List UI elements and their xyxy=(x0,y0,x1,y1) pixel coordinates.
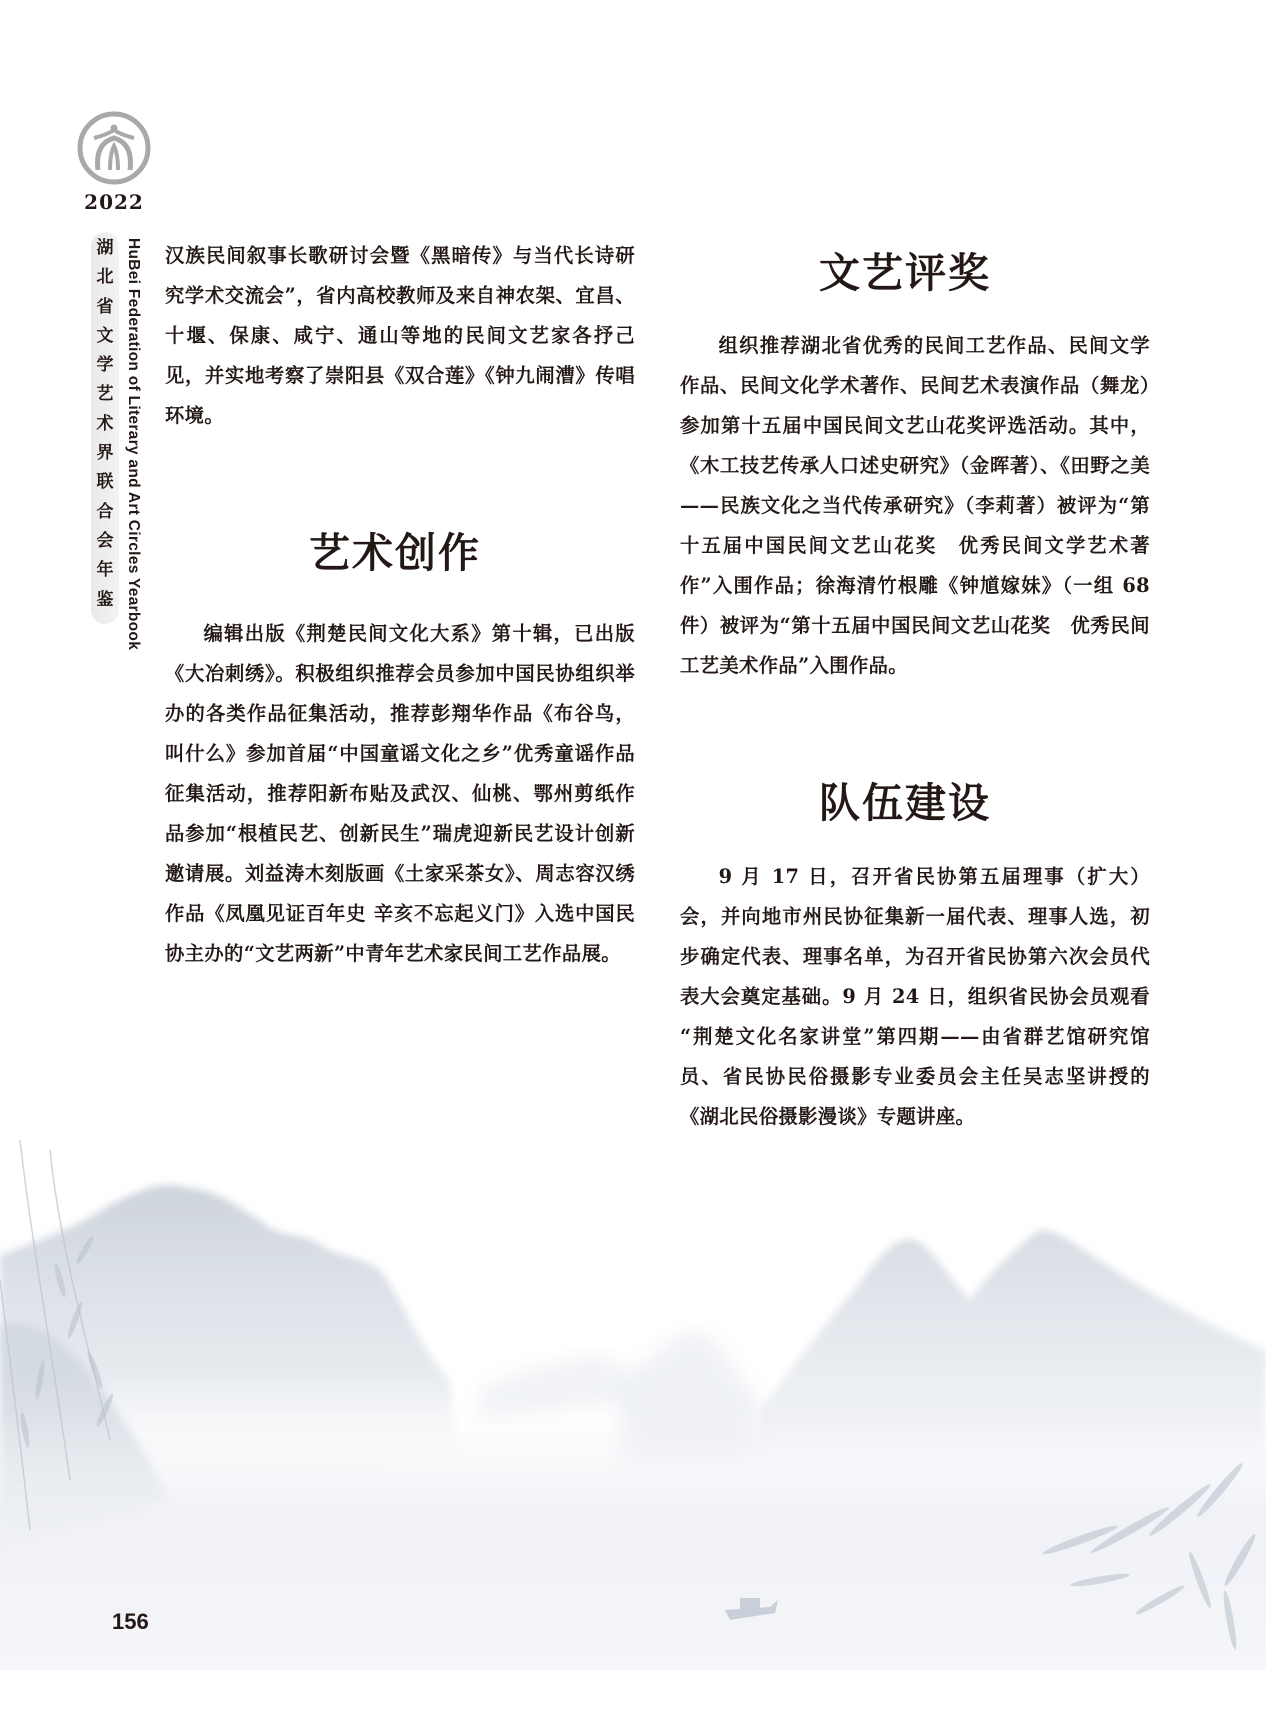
section-awards xyxy=(680,326,1150,686)
side-title-char: 湖 xyxy=(96,238,114,258)
side-title-char: 合 xyxy=(96,501,114,522)
art-creation-paragraph: 编辑出版《荆楚民间文化大系》第十辑，已出版《大冶刺绣》。积极组织推荐会员参加中国民协组织举办的各类作品征集活动，推荐彭翔华作品《布谷鸟，叫什么》参加首届“中国童谣文化之乡”优秀童谣作品征集活动，推荐阳新布贴及武汉、仙桃、鄂州剪纸作品参加“根植民艺、创新民生”瑞虎迎新民艺设计创新邀请展。刘益涛木刻版画《土家采茶女》、周志容汉绣作品《凤凰见证百年史 辛亥不忘起义门》入选中国民协主办的“文艺两新”中青年艺术家民间工艺作品展。 xyxy=(165,622,635,965)
side-title-char: 文 xyxy=(96,325,114,346)
side-title-zh xyxy=(91,240,119,621)
left-column-continued xyxy=(165,236,635,436)
side-title-char: 年 xyxy=(96,560,114,581)
side-title-en: HuBei Federation of Literary and Art Circles Yearbook xyxy=(125,238,142,651)
section-title-team-building: 队伍建设 xyxy=(819,779,991,827)
side-title-char: 联 xyxy=(96,472,114,493)
section-art-creation xyxy=(165,614,635,974)
section-team-building xyxy=(680,857,1150,1137)
side-title-char: 学 xyxy=(96,355,114,376)
side-title-char: 鉴 xyxy=(96,589,114,610)
yearbook-year: 2022 xyxy=(84,190,144,214)
continued-paragraph: 汉族民间叙事长歌研讨会暨《黑暗传》与当代长诗研究学术交流会”，省内高校教师及来自神农架、宜昌、十堰、保康、咸宁、通山等地的民间文艺家各抒己见，并实地考察了崇阳县《双合莲》《钟九闹漕》传唱环境。 xyxy=(165,244,635,427)
side-title-char: 艺 xyxy=(96,384,114,405)
yearbook-emblem-icon xyxy=(74,108,154,188)
side-title-char: 术 xyxy=(96,413,114,434)
team-building-paragraph: 9 月 17 日，召开省民协第五届理事（扩大）会，并向地市州民协征集新一届代表、理事人选，初步确定代表、理事名单，为召开省民协第六次会员代表大会奠定基础。9 月 24 日，组织省民协会员观看 “荆楚文化名家讲堂”第四期——由省群艺馆研究馆员、省民协民俗摄影专业委员会主任吴志坚讲授的《湖北民俗摄影漫谈》专题讲座。 xyxy=(680,865,1150,1128)
side-title-char: 北 xyxy=(96,267,114,288)
side-title-char: 会 xyxy=(96,530,114,551)
mountain-landscape-icon xyxy=(0,1080,1266,1670)
section-title-awards: 文艺评奖 xyxy=(819,249,991,297)
awards-paragraph: 组织推荐湖北省优秀的民间工艺作品、民间文学作品、民间文化学术著作、民间艺术表演作品（舞龙）参加第十五届中国民间文艺山花奖评选活动。其中，《木工技艺传承人口述史研究》（金晖著）、《田野之美——民族文化之当代传承研究》（李莉著）被评为“第十五届中国民间文艺山花奖 优秀民间文学艺术著作”入围作品；徐海清竹根雕《钟馗嫁妹》（一组 68 件）被评为“第十五届中国民间文艺山花奖 优秀民间工艺美术作品”入围作品。 xyxy=(680,334,1150,677)
side-title-char: 省 xyxy=(96,296,114,317)
page-number: 156 xyxy=(112,1609,149,1634)
section-title-art-creation: 艺术创作 xyxy=(309,529,481,577)
side-title-char: 界 xyxy=(96,443,114,464)
ink-landscape-illustration xyxy=(0,1080,1266,1670)
